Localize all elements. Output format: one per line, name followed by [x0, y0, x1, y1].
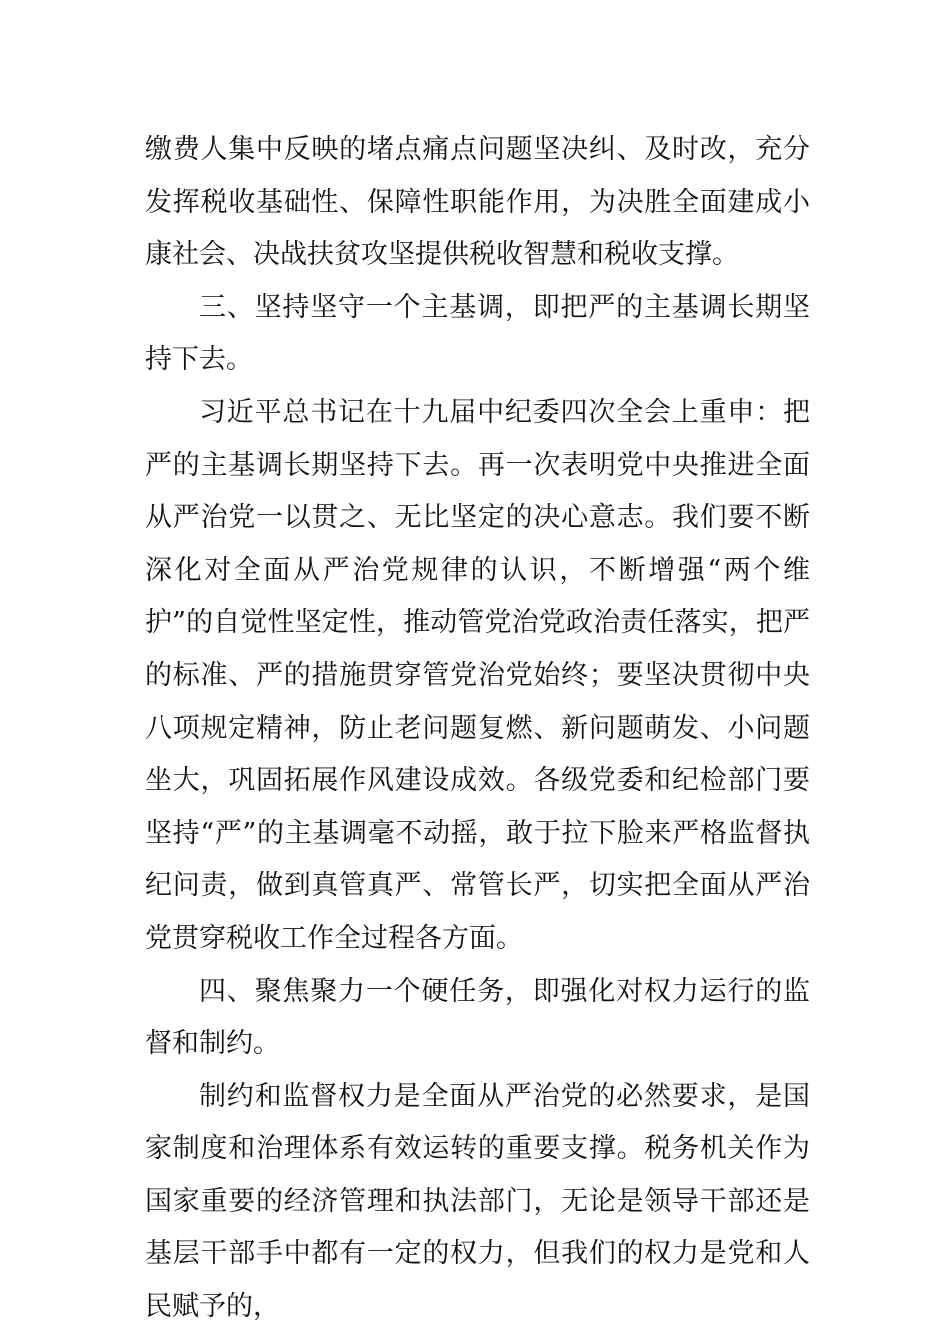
- paragraph-power-supervision: 制约和监督权力是全面从严治党的必然要求，是国家制度和治理体系有效运转的重要支撑。税务机关作为国家重要的经济管理和执法部门，无论是领导干部还是基层干部手中都有一定的权力，但我们的权力是党和人民赋予的，: [145, 1080, 810, 1323]
- section-heading-three: 三、坚持坚守一个主基调，即把严的主基调长期坚持下去。: [145, 291, 810, 376]
- paragraph-continuation: 缴费人集中反映的堵点痛点问题坚决纠、及时改，充分发挥税收基础性、保障性职能作用，为决胜全面建成小康社会、决战扶贫攻坚提供税收智慧和税收支撑。: [145, 134, 810, 271]
- document-body: [145, 124, 810, 1334]
- paragraph-strict-tone: 习近平总书记在十九届中纪委四次全会上重申：把严的主基调长期坚持下去。再一次表明党中央推进全面从严治党一以贯之、无比坚定的决心意志。我们要不断深化对全面从严治党规律的认识，不断增强“两个维护”的自觉性坚定性，推动管党治党政治责任落实，把严的标准、严的措施贯穿管党治党始终；要坚决贯彻中央八项规定精神，防止老问题复燃、新问题萌发、小问题坐大，巩固拓展作风建设成效。各级党委和纪检部门要坚持“严”的主基调毫不动摇，敢于拉下脸来严格监督执纪问责，做到真管真严、常管长严，切实把全面从严治党贯穿税收工作全过程各方面。: [145, 396, 810, 954]
- section-heading-four: 四、聚焦聚力一个硬任务，即强化对权力运行的监督和制约。: [145, 975, 810, 1060]
